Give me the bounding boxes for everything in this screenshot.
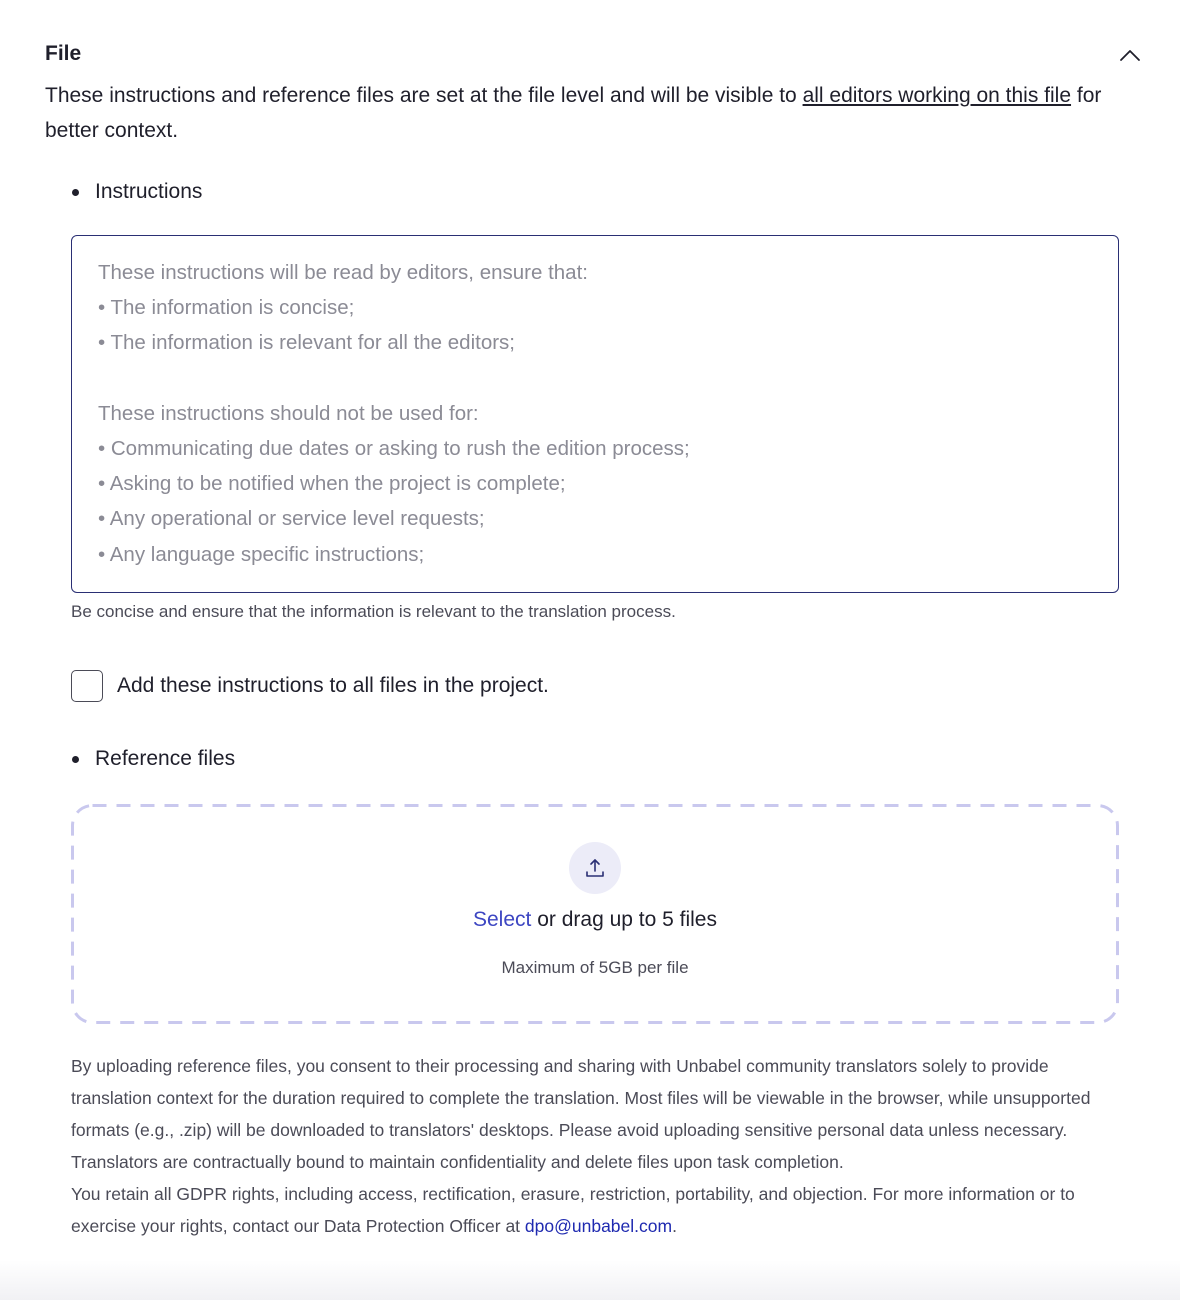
- placeholder-line: • Asking to be notified when the project is complete;: [98, 472, 566, 496]
- collapse-button[interactable]: [1115, 40, 1145, 70]
- chevron-up-icon: [1119, 48, 1141, 62]
- placeholder-line: These instructions should not be used for:: [98, 401, 479, 425]
- placeholder-line: These instructions will be read by editors, ensure that:: [98, 261, 588, 284]
- file-dropzone[interactable]: [71, 804, 1119, 1024]
- section-header: [45, 38, 1145, 70]
- placeholder-line: • The information is relevant for all the editors;: [98, 331, 515, 355]
- instructions-textarea[interactable]: [71, 235, 1119, 593]
- consent-notice: [71, 1050, 1101, 1242]
- bullet-icon: [72, 756, 79, 763]
- apply-all-files-checkbox[interactable]: [71, 670, 103, 702]
- placeholder-line: • The information is concise;: [98, 296, 355, 320]
- reference-files-heading: Reference files: [72, 743, 235, 775]
- instructions-helper-text: Be concise and ensure that the information is relevant to the translation process.: [71, 602, 676, 621]
- gdpr-paragraph: You retain all GDPR rights, including access, rectification, erasure, restriction, portability, and objection. For more information or to exercise your rights, contact our Data Protection Officer at dpo@unbabel.com.: [71, 1184, 1075, 1236]
- bottom-fade: [0, 1260, 1180, 1300]
- bullet-icon: [72, 189, 79, 196]
- placeholder-line: [98, 361, 1092, 396]
- consent-paragraph: By uploading reference files, you consent to their processing and sharing with Unbabel community translators solely to provide translation context for the duration required to complete the translation. Most files will be viewable in the browser, while unsupported formats (e.g., .zip) will be downloaded to translators' desktops. Please avoid uploading sensitive personal data unless necessary. Translators are contractually bound to maintain confidentiality and delete files upon task completion.: [71, 1056, 1091, 1172]
- placeholder-line: • Communicating due dates or asking to rush the edition process;: [98, 436, 690, 460]
- placeholder-line: • Any language specific instructions;: [98, 542, 425, 566]
- max-file-size: Maximum of 5GB per file: [501, 958, 689, 977]
- instructions-heading: Instructions: [72, 176, 202, 208]
- dropzone-instructions: Select or drag up to 5 files: [473, 908, 717, 931]
- all-editors-link[interactable]: all editors working on this file: [802, 84, 1072, 107]
- upload-button[interactable]: [569, 842, 621, 894]
- section-title: File: [45, 42, 82, 65]
- dpo-email-link[interactable]: dpo@unbabel.com: [524, 1216, 673, 1236]
- apply-all-files-label[interactable]: Add these instructions to all files in the project.: [117, 674, 549, 697]
- select-files-link[interactable]: Select: [473, 908, 532, 931]
- apply-all-files-row[interactable]: [71, 670, 549, 702]
- placeholder-line: • Any operational or service level requests;: [98, 507, 485, 531]
- upload-icon: [584, 857, 606, 879]
- section-intro: These instructions and reference files are set at the file level and will be visible to all editors working on this file for better context.: [45, 84, 1102, 142]
